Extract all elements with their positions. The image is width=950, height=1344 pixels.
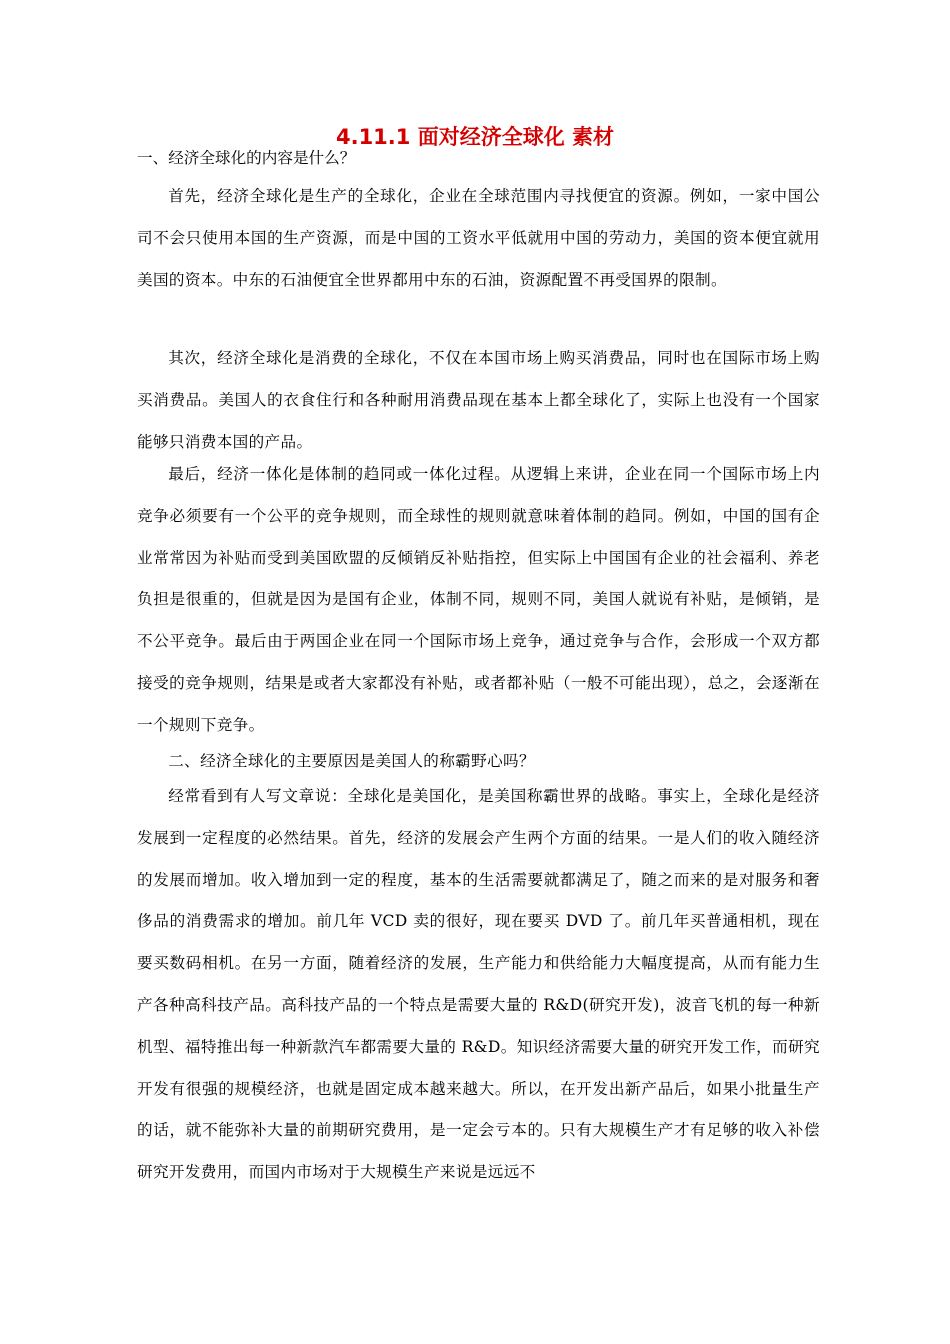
paragraph-1: 首先，经济全球化是生产的全球化，企业在全球范围内寻找便宜的资源。例如，一家中国公司不会只使用本国的生产资源，而是中国的工资水平低就用中国的劳动力，美国的资本便宜就用美国的资本。中东的石油便宜全世界都用中东的石油，资源配置不再受国界的限制。 [137,187,820,289]
section-heading-1: 一、经济全球化的内容是什么？ [137,149,356,167]
section-heading-2: 二、经济全球化的主要原因是美国人的称霸野心吗？ [168,752,535,770]
paragraph-3: 最后，经济一体化是体制的趋同或一体化过程。从逻辑上来讲，企业在同一个国际市场上内竞争必须要有一个公平的竞争规则，而全球性的规则就意味着体制的趋同。例如，中国的国有企业常常因为补贴而受到美国欧盟的反倾销反补贴指控，但实际上中国国有企业的社会福利、养老负担是很重的，但就是因为是国有企业，体制不同，规则不同，美国人就说有补贴，是倾销，是不公平竞争。最后由于两国企业在同一个国际市场上竞争，通过竞争与合作，会形成一个双方都接受的竞争规则，结果是或者大家都没有补贴，或者都补贴（一般不可能出现），总之，会逐渐在一个规则下竞争。 [137,465,820,734]
paragraph-4: 经常看到有人写文章说：全球化是美国化，是美国称霸世界的战略。事实上，全球化是经济发展到一定程度的必然结果。首先，经济的发展会产生两个方面的结果。一是人们的收入随经济的发展而增加。收入增加到一定的程度，基本的生活需要就都满足了，随之而来的是对服务和奢侈品的消费需求的增加。前几年 VCD 卖的很好，现在要买 DVD 了。前几年买普通相机，现在要买数码相机。在另一方面，随着经济的发展，生产能力和供给能力大幅度提高，从而有能力生产各种高科技产品。高科技产品的一个特点是需要大量的 R&D(研究开发)，波音飞机的每一种新机型、福特推出每一种新款汽车都需要大量的 R&D。知识经济需要大量的研究开发工作，而研究开发有很强的规模经济，也就是固定成本越来越大。所以，在开发出新产品后，如果小批量生产的话，就不能弥补大量的前期研究费用，是一定会亏本的。只有大规模生产才有足够的收入补偿研究开发费用，而国内市场对于大规模生产来说是远远不 [137,787,820,1182]
document-title: 4.11.1 面对经济全球化 素材 [335,125,615,149]
paragraph-2: 其次，经济全球化是消费的全球化，不仅在本国市场上购买消费品，同时也在国际市场上购买消费品。美国人的衣食住行和各种耐用消费品现在基本上都全球化了，实际上也没有一个国家能够只消费本国的产品。 [137,349,820,451]
